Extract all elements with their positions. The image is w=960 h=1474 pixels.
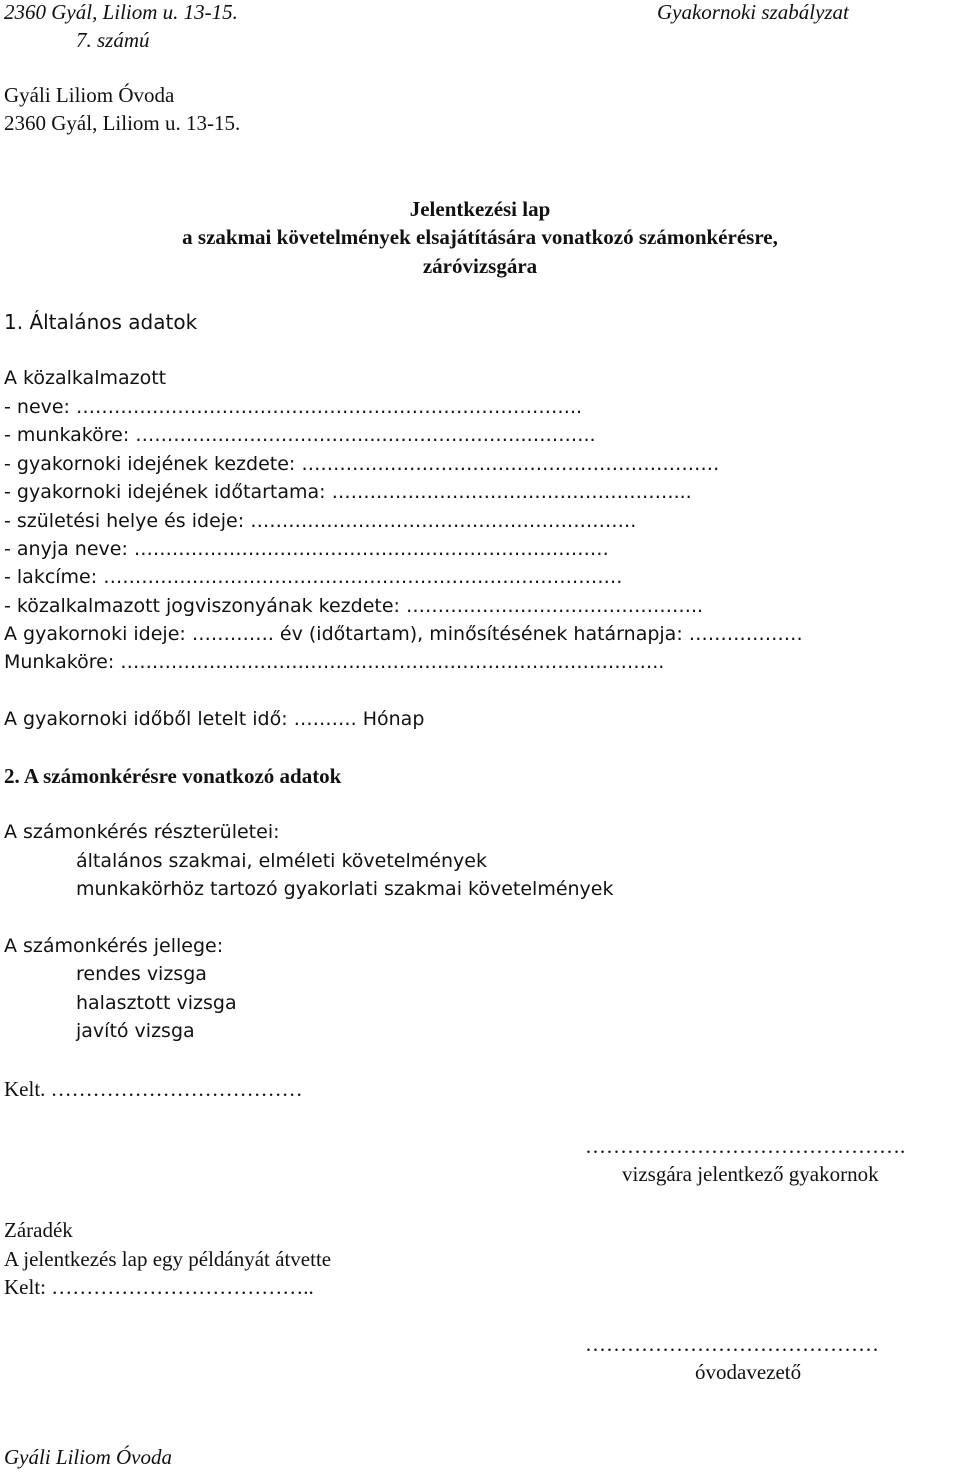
fill-line: ………………………………...…………………..……….. — [135, 424, 596, 446]
job-line: Munkaköre: ………………………………………………………………………….. — [4, 651, 665, 673]
fill-line: …………………………………………………………………….. — [76, 396, 583, 418]
fill-line: ……………………………………………………. — [250, 510, 637, 532]
field-label: - születési helye és ideje: — [4, 510, 245, 532]
section-1-heading: 1. Általános adatok — [4, 310, 198, 334]
fill-line: ………………………………………………………………… — [133, 538, 609, 560]
field-label: - lakcíme: — [4, 566, 98, 588]
nature-item: halasztott vizsga — [76, 992, 237, 1014]
document-subtitle-2: záróvizsgára — [422, 254, 538, 278]
area-item: általános szakmai, elméleti követelmények — [76, 850, 487, 872]
elapsed-time-line: A gyakornoki időből letelt idő: ………. Hónap — [4, 708, 425, 730]
field-trainee-duration — [4, 483, 692, 502]
field-name — [4, 398, 582, 417]
director-signature-line: …………………………………… — [585, 1332, 879, 1356]
field-label: - gyakornoki idejének időtartama: — [4, 481, 326, 503]
header-address: 2360 Gyál, Liliom u. 13-15. — [4, 0, 238, 24]
field-label: - anyja neve: — [4, 538, 128, 560]
field-label: - gyakornoki idejének kezdete: — [4, 453, 296, 475]
director-signature-role: óvodavezető — [695, 1360, 802, 1384]
fill-line: ………………………………………………………… — [301, 453, 720, 475]
header-number: 7. számú — [76, 28, 150, 52]
fill-line: ………………………………………………... — [331, 481, 692, 503]
field-label: - neve: — [4, 396, 70, 418]
fill-line: ………………………………………………………………………. — [103, 566, 623, 588]
document-subtitle: a szakmai követelmények elsajátítására vonatkozó számonkérésre, — [182, 225, 778, 249]
footer-institution-name: Gyáli Liliom Óvoda — [4, 1445, 172, 1469]
nature-item: rendes vizsga — [76, 963, 207, 985]
fill-line: ……………………………………….. — [406, 595, 704, 617]
areas-label: A számonkérés részterületei: — [4, 821, 280, 843]
nature-label: A számonkérés jellege: — [4, 935, 224, 957]
institution-address: 2360 Gyál, Liliom u. 13-15. — [4, 111, 241, 135]
field-label: - közalkalmazott jogviszonyának kezdete: — [4, 595, 400, 617]
field-label: - munkaköre: — [4, 424, 130, 446]
institution-name: Gyáli Liliom Óvoda — [4, 83, 175, 107]
clause-date: Kelt: ……………………………….. — [4, 1275, 314, 1299]
place-date-line: Kelt. ……………………………… — [4, 1077, 303, 1101]
employee-intro: A közalkalmazott — [4, 367, 167, 389]
nature-item: javító vizsga — [76, 1020, 195, 1042]
field-employment-start — [4, 597, 703, 616]
trainee-period-line: A gyakornoki ideje: …………. év (időtartam), minősítésének határnapja: ……………… — [4, 623, 803, 645]
header-document-type: Gyakornoki szabályzat — [657, 0, 849, 24]
field-job — [4, 426, 596, 445]
field-trainee-start — [4, 455, 719, 474]
section-2-heading: 2. A számonkérésre vonatkozó adatok — [4, 764, 342, 788]
field-birth — [4, 512, 636, 531]
area-item: munkakörhöz tartozó gyakorlati szakmai követelmények — [76, 878, 614, 900]
field-address — [4, 568, 622, 587]
clause-text: A jelentkezés lap egy példányát átvette — [4, 1247, 332, 1271]
applicant-signature-role: vizsgára jelentkező gyakornok — [622, 1162, 879, 1186]
document-title: Jelentkezési lap — [409, 197, 551, 221]
field-mother-name — [4, 540, 609, 559]
applicant-signature-line: ………………………………………. — [585, 1134, 906, 1158]
clause-title: Záradék — [4, 1218, 73, 1242]
